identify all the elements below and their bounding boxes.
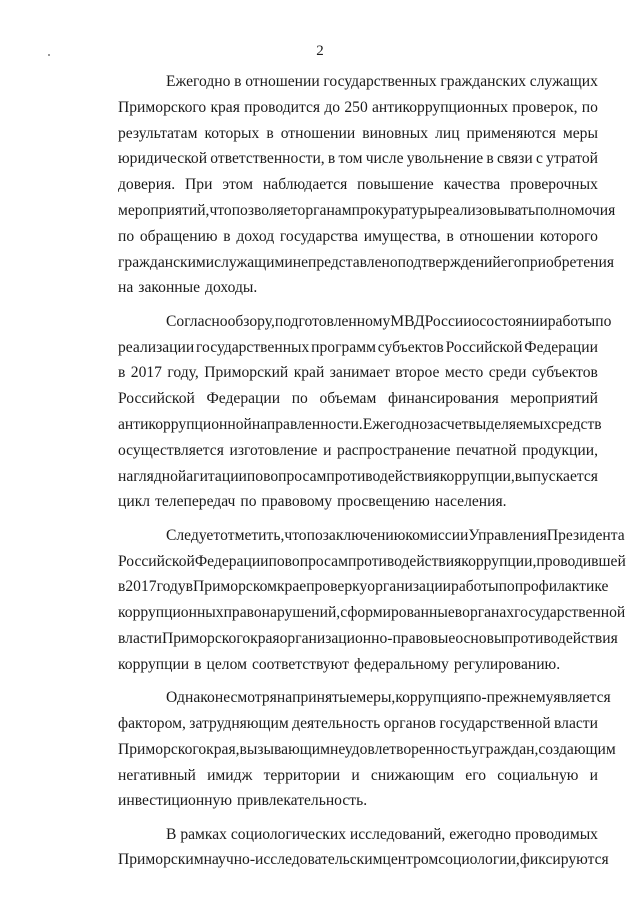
text-line: Российской Федерации по вопросам противодействия коррупции, проводившей <box>118 552 626 570</box>
text-line: в 2017 году, Приморский край занимает второе место среди субъектов <box>118 364 598 382</box>
text-line: власти Приморского края организационно-правовые основы противодействия <box>118 629 618 647</box>
text-line: Согласно обзору, подготовленному МВД России о состоянии работы по <box>166 312 612 330</box>
text-line: фактором, затрудняющим деятельность органов государственной власти <box>118 714 598 732</box>
text-line: наглядной агитации по вопросам противодействия коррупции, выпускается <box>118 467 598 485</box>
page-number: 2 <box>316 43 324 59</box>
text-line: мероприятий, что позволяет органам прокуратуры реализовывать полномочия <box>118 201 616 219</box>
text-line: гражданскими служащими не представлено подтверждений его приобретения <box>118 253 615 271</box>
text-line: юридической ответственности, в том числе увольнение в связи с утратой <box>118 150 598 168</box>
text-line: инвестиционную привлекательность. <box>118 792 368 810</box>
text-line: негативный имидж территории и снижающим его социальную и <box>118 766 598 784</box>
text-line: доверия. При этом наблюдается повышение качества проверочных <box>118 176 598 194</box>
text-line: Следует отметить, что по заключению комиссии Управления Президента <box>166 526 625 544</box>
text-line: коррупции в целом соответствуют федеральному регулированию. <box>118 655 561 673</box>
text-line: Приморского края проводится до 250 антикоррупционных проверок, по <box>118 98 598 116</box>
text-line: В рамках социологических исследований, ежегодно проводимых <box>166 825 598 843</box>
text-line: по обращению в доход государства имущества, в отношении которого <box>118 227 598 245</box>
text-line: цикл телепередач по правовому просвещению населения. <box>118 493 507 511</box>
text-line: коррупционных правонарушений, сформированные в органах государственной <box>118 604 626 622</box>
scan-speck <box>48 54 50 56</box>
text-line: Однако несмотря на принятые меры, коррупция по-прежнему является <box>166 689 611 707</box>
paragraph <box>118 685 616 814</box>
text-line: Приморского края, вызывающим неудовлетворенность у граждан, создающим <box>118 740 616 758</box>
paragraph <box>118 69 616 301</box>
text-line: антикоррупционной направленности. Ежегодно за счет выделяемых средств <box>118 415 602 433</box>
document-body <box>118 69 626 873</box>
paragraph <box>118 822 609 874</box>
text-line: Ежегодно в отношении государственных гражданских служащих <box>166 73 598 90</box>
text-line: на законные доходы. <box>118 279 258 297</box>
text-line: в 2017 году в Приморском крае проверку организации работы по профилактике <box>118 578 609 596</box>
paragraph <box>118 309 612 515</box>
text-line: результатам которых в отношении виновных лиц применяются меры <box>118 124 598 142</box>
paragraph <box>118 523 626 678</box>
text-line: реализации государственных программ субъектов Российской Федерации <box>118 338 598 356</box>
text-line: осуществляется изготовление и распространение печатной продукции, <box>118 441 598 459</box>
text-line: Приморским научно-исследовательским центром социологии, фиксируются <box>118 851 609 869</box>
text-line: Российской Федерации по объемам финансирования мероприятий <box>118 390 598 408</box>
